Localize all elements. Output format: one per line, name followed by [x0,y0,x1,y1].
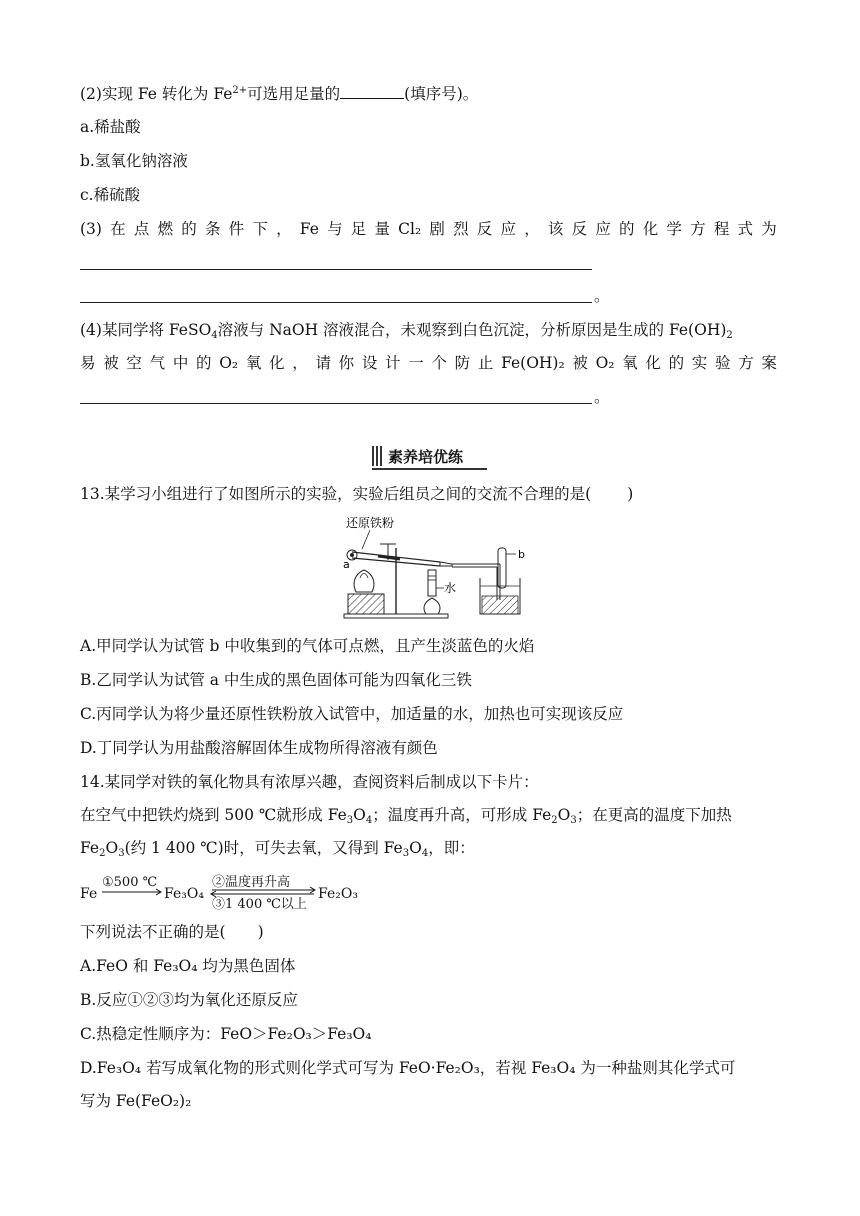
q14-option-b: B.反应①②③均为氧化还原反应 [80,991,298,1009]
word: 剧 [429,220,445,238]
word: ， [292,354,308,372]
q12-part3 [80,219,777,239]
answer-line[interactable] [80,302,592,303]
q12-part4-line2 [80,353,777,373]
word: 验 [715,354,731,372]
word: 化 [642,220,659,238]
label-water: 水 [444,581,457,595]
word: 燃 [157,220,174,238]
q14-option-d-line1: D.Fe₃O₄ 若写成氧化物的形式则化学式可写为 FeO·Fe₂O₃，若视 Fe₃O₄ 为一种盐则其化学式可 [80,1059,736,1077]
q12-option-a: a.稀盐酸 [80,118,141,136]
word: 的 [668,354,685,372]
word: 方 [690,220,706,238]
word: 化 [269,354,285,372]
scheme-step3: ③1 400 ℃以上 [212,897,307,912]
scheme-fe2o3: Fe₂O₃ [318,886,358,902]
q14-card-line1: 在空气中把铁灼烧到 500 ℃就形成 $Fe_3O_4$；温度再升高，可形成 $Fe_2O_3$；在更高的温度下加热 [80,806,732,826]
word: 空 [126,354,142,372]
word: ， [524,220,540,238]
word: 案 [761,354,777,372]
label-tube-a: a [343,558,350,571]
q12-part4-line1: (4)某同学将 FeSO$_4$溶液与 NaOH 溶液混合，未观察到白色沉淀，分析原因是生成的 $Fe(OH)_2$ [80,321,733,341]
answer-line[interactable] [80,403,592,404]
word: 与 [327,220,343,238]
section-banner [372,444,487,470]
q12-part2-text-c: (填序号)。 [404,85,479,103]
word: 请 [315,354,331,372]
word: 被 [103,354,119,372]
word: 止 [477,354,494,372]
q12-part4-text-b: 溶液与 NaOH 溶液混合，未观察到白色沉淀，分析原因是生成的 Fe(OH) [217,321,727,339]
q14-question-end: ) [257,923,264,941]
word: 烈 [453,220,469,238]
q14-option-d-line2: 写为 Fe(FeO₂)₂ [80,1092,192,1110]
word: 氧 [245,354,262,372]
banner-bars-icon [372,446,382,466]
q14-question-text: 下列说法不正确的是( [80,923,226,941]
word: 个 [431,354,447,372]
label-reduced-iron-powder: 还原铁粉 [346,516,395,530]
word: 学 [666,220,682,238]
answer-line[interactable] [80,269,592,270]
q14-option-c: C.热稳定性顺序为：FeO＞Fe₂O₃＞Fe₃O₄ [80,1025,372,1043]
q12-option-c: c.稀硫酸 [80,186,141,204]
q13-option-a: A.甲同学认为试管 b 中收集到的气体可点燃，且产生淡蓝色的火焰 [80,637,535,655]
word: 你 [338,354,355,372]
q13-stem [80,484,633,504]
word: 程 [713,220,730,238]
word: 反 [476,220,493,238]
q12-part2 [80,84,478,104]
word: 一 [408,354,424,372]
q14-question [80,922,264,942]
word: 量 [374,220,390,238]
q13-stem-text: 13.某学习小组进行了如图所示的实验，实验后组员之间的交流不合理的是( [80,485,592,503]
q14-option-a: A.FeO 和 Fe₃O₄ 均为黑色固体 [80,957,296,975]
word: Fe [299,220,319,238]
word: ， [276,220,292,238]
experiment-apparatus-diagram [340,516,532,622]
q12-part2-text-a: (2)实现 Fe 转化为 Fe [80,85,233,103]
word: O₂ [595,354,615,372]
word: 足 [350,220,367,238]
scheme-fe3o4: Fe₃O₄ [164,886,204,902]
q14-card-line2: $Fe_2O_3$(约 1 400 ℃)时，可失去氧，又得到 $Fe_3O_4$，即： [80,839,475,859]
scheme-step1: ①500 ℃ [102,875,158,890]
section-title: 素养培优练 [388,447,464,466]
period: 。 [594,287,610,305]
word: Cl₂ [398,220,422,238]
q12-part2-sup: 2+ [232,85,248,96]
word: 易 [80,354,96,372]
word: 该 [547,220,564,238]
word: O₂ [219,354,239,372]
reaction-scheme [80,872,380,912]
word: 被 [572,354,588,372]
word: 的 [619,220,635,238]
word: 下 [252,220,268,238]
word: 为 [761,220,777,238]
q12-option-b: b.氢氧化钠溶液 [80,152,188,170]
word: (3) [80,220,102,238]
word: 点 [133,220,150,238]
q13-option-d: D.丁同学认为用盐酸溶解固体生成物所得溶液有颜色 [80,739,438,757]
q13-option-b: B.乙同学认为试管 a 中生成的黑色固体可能为四氧化三铁 [80,671,472,689]
label-tube-b: b [518,548,525,561]
word: 氧 [622,354,638,372]
q14-stem: 14.某同学对铁的氧化物具有浓厚兴趣，查阅资料后制成以下卡片： [80,773,539,791]
word: 方 [738,354,754,372]
word: 式 [737,220,754,238]
word: 的 [181,220,197,238]
q13-stem-end: ) [627,485,634,503]
word: 实 [691,354,708,372]
word: 件 [228,220,245,238]
word: 条 [204,220,221,238]
word: 计 [385,354,401,372]
period: 。 [594,388,610,406]
q12-part4-text-a: (4)某同学将 FeSO [80,321,212,339]
word: 气 [149,354,166,372]
scheme-step2: ②温度再升高 [212,875,291,890]
word: 设 [361,354,378,372]
answer-blank[interactable] [340,84,404,99]
scheme-fe: Fe [80,886,98,902]
q12-part2-text-b: 可选用足量的 [247,85,341,103]
word: 反 [571,220,588,238]
word: Fe(OH)₂ [501,354,565,372]
word: 在 [110,220,126,238]
word: 中 [172,354,189,372]
word: 应 [500,220,517,238]
word: 化 [645,354,661,372]
word: 的 [196,354,212,372]
q13-option-c: C.丙同学认为将少量还原性铁粉放入试管中，加适量的水，加热也可实现该反应 [80,705,624,723]
word: 防 [454,354,471,372]
word: 应 [595,220,611,238]
